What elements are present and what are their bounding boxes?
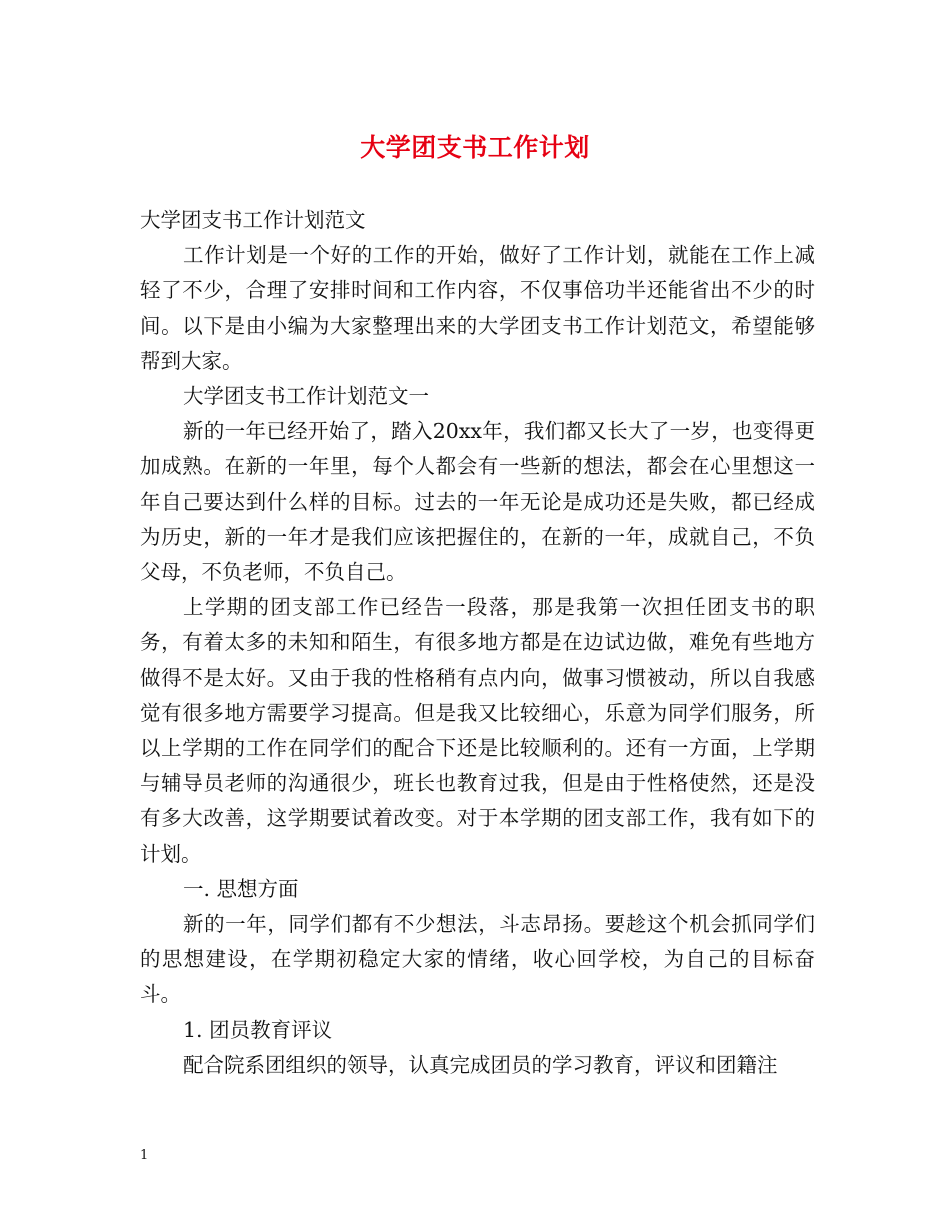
paragraph-intro: 工作计划是一个好的工作的开始，做好了工作计划，就能在工作上减轻了不少，合理了安排时间和工作内容，不仅事倍功半还能省出不少的时间。以下是由小编为大家整理出来的大学团支书工作计划范文，希望能够帮到大家。 [140, 243, 815, 373]
paragraph-evaluation: 配合院系团组织的领导，认真完成团员的学习教育，评议和团籍注 [183, 1052, 778, 1077]
document-subtitle: 大学团支书工作计划范文 [140, 208, 366, 232]
subsection-heading-evaluation: 1. 团员教育评议 [183, 1017, 333, 1042]
document-title: 大学团支书工作计划 [360, 133, 590, 162]
paragraph-last-semester: 上学期的团支部工作已经告一段落，那是我第一次担任团支书的职务，有着太多的未知和陌生，有很多地方都是在边试边做，难免有些地方做得不是太好。又由于我的性格稍有点内向，做事习惯被动，所以自我感觉有很多地方需要学习提高。但是我又比较细心，乐意为同学们服务，所以上学期的工作在同学们的配合下还是比较顺利的。还有一方面，上学期与辅导员老师的沟通很少，班长也教育过我，但是由于性格使然，还是没有多大改善，这学期要试着改变。对于本学期的团支部工作，我有如下的计划。 [140, 595, 815, 866]
paragraph-thought: 新的一年，同学们都有不少想法，斗志昂扬。要趁这个机会抓同学们的思想建设，在学期初稳定大家的情绪，收心回学校，为自己的目标奋斗。 [140, 912, 815, 1007]
section-heading-sample-one: 大学团支书工作计划范文一 [183, 384, 429, 409]
page-number: 1 [140, 1148, 149, 1163]
document-body [140, 203, 815, 1083]
section-heading-thought: 一. 思想方面 [183, 876, 299, 901]
paragraph-new-year: 新的一年已经开始了，踏入20xx年，我们都又长大了一岁，也变得更加成熟。在新的一年里，每个人都会有一些新的想法，都会在心里想这一年自己要达到什么样的目标。过去的一年无论是成功还是失败，都已经成为历史，新的一年才是我们应该把握住的，在新的一年，成就自己，不负父母，不负老师，不负自己。 [140, 419, 815, 585]
